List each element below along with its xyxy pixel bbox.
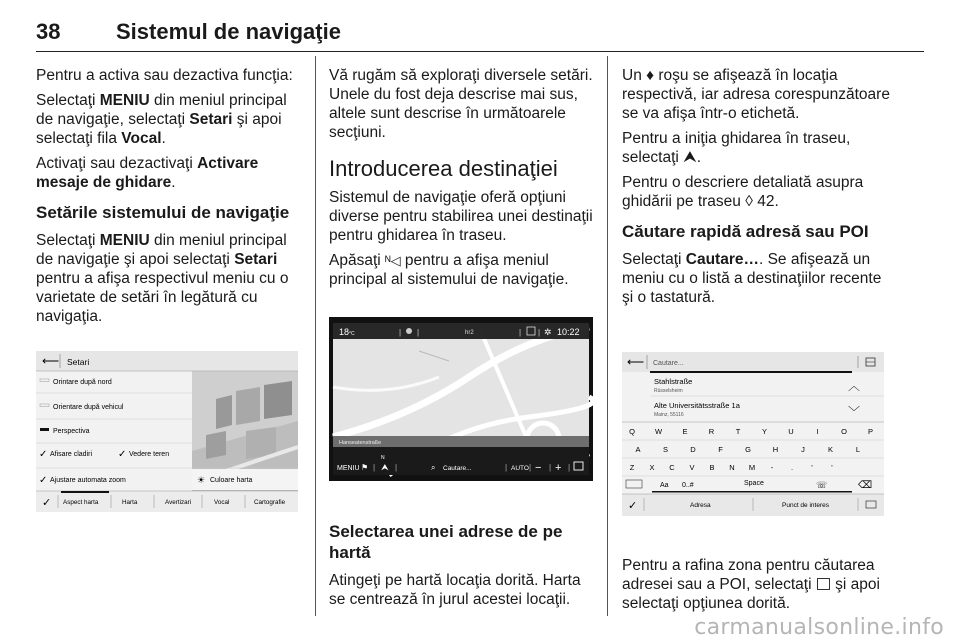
column-divider xyxy=(315,56,316,616)
search-icon[interactable]: ⌕ xyxy=(431,463,436,472)
keyboard-key[interactable]: M xyxy=(748,463,756,472)
keyboard-key[interactable]: Y xyxy=(761,427,768,436)
column-divider xyxy=(607,56,608,616)
tab-warnings[interactable]: Avertizari xyxy=(165,499,192,506)
result-subtitle: Rüsselsheim xyxy=(654,388,683,394)
column-right xyxy=(622,66,890,313)
keyboard-key[interactable]: K xyxy=(827,445,834,454)
clock-time: 10:22 xyxy=(557,327,580,337)
row-north-orientation[interactable]: Orintare după nord xyxy=(53,379,112,386)
back-arrow-icon[interactable]: ⟵ xyxy=(42,354,60,368)
section-heading: Introducerea destinaţiei xyxy=(329,156,558,181)
section-title: Sistemul de navigaţie xyxy=(116,19,341,44)
search-screenshot xyxy=(622,352,884,516)
zoom-out-icon[interactable]: − xyxy=(535,462,542,474)
paragraph: Pentru a iniţia ghidarea în traseu, selectaţi ⮝. xyxy=(622,130,851,166)
separator: | xyxy=(568,463,571,472)
map-scale: hr2 xyxy=(465,330,474,336)
keyboard-key[interactable]: C xyxy=(669,463,675,472)
keyboard-key[interactable]: U xyxy=(788,427,794,436)
paragraph: Vă rugăm să exploraţi diversele setări. Unele du fost deja descrise mai sus, altele sunt descrise în următoarele secţiuni. xyxy=(329,67,593,141)
separator: | xyxy=(538,328,541,337)
separator: | xyxy=(549,463,552,472)
keyboard-key[interactable]: R xyxy=(708,427,715,436)
voice-icon[interactable]: ☏ xyxy=(816,480,828,490)
keyboard-key[interactable]: D xyxy=(690,445,696,454)
street-label: Hanseatenstraße xyxy=(339,440,382,446)
location-icon[interactable] xyxy=(406,328,412,334)
result-subtitle: Mainz, 55116 xyxy=(654,412,684,418)
confirm-check-icon[interactable]: ✓ xyxy=(42,497,52,509)
keyboard-key[interactable]: N xyxy=(729,463,735,472)
navigation-arrow-icon[interactable]: ⮝ xyxy=(381,462,389,472)
keyboard-key[interactable]: G xyxy=(745,445,751,454)
result-title[interactable]: Alte Universitätsstraße 1a xyxy=(654,401,740,410)
paragraph: Atingeţi pe hartă locaţia dorită. Harta se centrează în jurul acestei locaţii. xyxy=(329,572,581,608)
row-map-color[interactable]: Culoare harta xyxy=(210,477,253,484)
paragraph: Pentru o descriere detaliată asupra ghidării pe traseu ◊ 42. xyxy=(622,174,864,210)
navigation-arrow-icon: ⮝ xyxy=(683,149,697,166)
row-show-buildings[interactable]: Afisare cladiri xyxy=(50,451,93,458)
settings-title: Setari xyxy=(67,357,90,367)
search-button[interactable]: Cautare... xyxy=(443,465,472,472)
tab-cartography[interactable]: Cartografie xyxy=(254,499,286,506)
page-number: 38 xyxy=(36,19,61,44)
column-left xyxy=(36,66,300,332)
keyboard-key[interactable]: J xyxy=(801,445,805,454)
keyboard-key[interactable]: P xyxy=(867,427,874,436)
confirm-check-icon[interactable]: ✓ xyxy=(628,500,638,512)
keyboard-key[interactable]: L xyxy=(855,445,861,454)
row-auto-zoom[interactable]: Ajustare automata zoom xyxy=(50,477,126,484)
keyboard-key[interactable]: B xyxy=(709,463,715,472)
settings-screenshot xyxy=(36,351,298,512)
chevron-down-icon[interactable]: ﹀ xyxy=(848,405,861,419)
keyboard-key[interactable]: O xyxy=(841,427,847,436)
paragraph: Selectaţi Cautare…. Se afişează un meniu cu o listă a destinaţiilor recente şi o tastatură. xyxy=(622,251,882,306)
separator: | xyxy=(373,463,376,472)
row-vehicle-orientation[interactable]: Orientare după vehicul xyxy=(53,404,124,411)
subheading: Selectarea unei adrese de pe hartă xyxy=(329,522,563,562)
chevron-up-icon[interactable]: ︿ xyxy=(848,379,861,393)
keyboard-key[interactable]: E xyxy=(682,427,688,436)
sun-icon: ☀ xyxy=(197,475,206,485)
space-button[interactable]: Space xyxy=(744,480,764,487)
tab-address[interactable]: Adresa xyxy=(690,502,711,509)
check-icon: ✓ xyxy=(39,475,48,486)
paragraph: Sistemul de navigaţie oferă opţiuni diverse pentru stabilirea unei destinaţii pentru ghidarea în traseu. xyxy=(329,189,593,244)
keyboard-key[interactable]: Z xyxy=(629,463,635,472)
page-header xyxy=(36,16,924,52)
keyboard-key[interactable]: H xyxy=(772,445,779,454)
zoom-in-icon[interactable]: + xyxy=(555,462,562,474)
gear-icon[interactable]: ✲ xyxy=(544,327,552,337)
map-pin-icon: ♦ xyxy=(646,67,655,84)
book-icon xyxy=(817,578,830,590)
keyboard-key[interactable]: . xyxy=(790,463,794,472)
case-toggle-button[interactable]: Aa xyxy=(660,482,669,489)
paragraph: Un ♦ roşu se afişează în locaţia respectivă, iar adresa corespunzătoare se va afişa într-o etichetă. xyxy=(622,67,890,122)
separator: | xyxy=(529,463,532,472)
backspace-icon[interactable]: ⌫ xyxy=(858,480,873,491)
keyboard-key[interactable]: F xyxy=(718,445,723,454)
column-right-bottom xyxy=(622,556,890,619)
keyboard-key[interactable]: V xyxy=(689,463,695,472)
check-icon: ✓ xyxy=(39,449,48,460)
keyboard-key[interactable]: ' xyxy=(831,463,833,472)
nav-icon: ᴺ◁ xyxy=(385,253,401,268)
back-arrow-icon[interactable]: ⟵ xyxy=(627,355,645,369)
search-input[interactable]: Cautare... xyxy=(653,360,684,367)
separator: | xyxy=(395,463,398,472)
column-middle-bottom xyxy=(329,521,593,615)
keyboard-key[interactable]: X xyxy=(649,463,655,472)
numbers-button[interactable]: 0..# xyxy=(682,482,694,489)
tab-voice[interactable]: Vocal xyxy=(214,499,230,506)
tab-map-aspect[interactable]: Aspect harta xyxy=(63,499,99,506)
map-screenshot xyxy=(329,317,593,481)
keyboard-key[interactable]: S xyxy=(662,445,669,454)
separator: | xyxy=(519,328,522,337)
keyboard-key[interactable]: I xyxy=(816,427,819,436)
paragraph: Pentru a activa sau dezactiva funcţia: xyxy=(36,67,293,84)
separator: | xyxy=(417,328,420,337)
separator: | xyxy=(505,463,508,472)
paragraph: Selectaţi MENIU din meniul principal de navigaţie şi apoi selectaţi Setari pentru a afişa respectivul meniu cu o varietate de setări în legătură cu navigaţia. xyxy=(36,232,289,325)
separator: | xyxy=(399,328,402,337)
paragraph: Selectaţi MENIU din meniul principal de navigaţie, selectaţi Setari şi apoi selectaţi fila Vocal. xyxy=(36,92,287,147)
row-terrain-view[interactable]: Vedere teren xyxy=(129,451,170,458)
row-perspective[interactable]: Perspectiva xyxy=(53,428,90,435)
watermark: carmanualsonline.info xyxy=(694,615,944,640)
paragraph: Apăsaţi ᴺ◁ pentru a afişa meniul principal al sistemului de navigaţie. xyxy=(329,252,569,288)
keyboard-key[interactable]: Q xyxy=(629,427,635,436)
tab-map[interactable]: Harta xyxy=(122,499,138,506)
subheading: Căutare rapidă adresă sau POI xyxy=(622,222,869,241)
temperature: 18°C xyxy=(339,327,355,337)
menu-button[interactable]: MENIU xyxy=(337,465,360,472)
result-title[interactable]: Stahlstraße xyxy=(654,377,693,386)
check-icon: ✓ xyxy=(118,449,127,460)
keyboard-key[interactable]: - xyxy=(770,463,774,472)
flag-icon[interactable]: ⚑ xyxy=(361,463,369,472)
north-indicator: N xyxy=(381,455,385,461)
subheading: Setările sistemului de navigaţie xyxy=(36,203,290,222)
keyboard-key[interactable]: A xyxy=(635,445,641,454)
reference-icon: ◊ xyxy=(745,193,753,210)
auto-zoom-button[interactable]: AUTO xyxy=(511,465,529,472)
keyboard-key[interactable]: W xyxy=(654,427,663,436)
paragraph: Activaţi sau dezactivaţi Activare mesaje de ghidare. xyxy=(36,155,259,191)
tab-poi[interactable]: Punct de interes xyxy=(782,502,829,509)
paragraph: Pentru a rafina zona pentru căutarea adresei sau a POI, selectaţi şi apoi selectaţi opţiunea dorită. xyxy=(622,557,880,612)
column-middle xyxy=(329,66,593,295)
keyboard-key[interactable]: T xyxy=(735,427,741,436)
keyboard-key[interactable]: ' xyxy=(811,463,813,472)
